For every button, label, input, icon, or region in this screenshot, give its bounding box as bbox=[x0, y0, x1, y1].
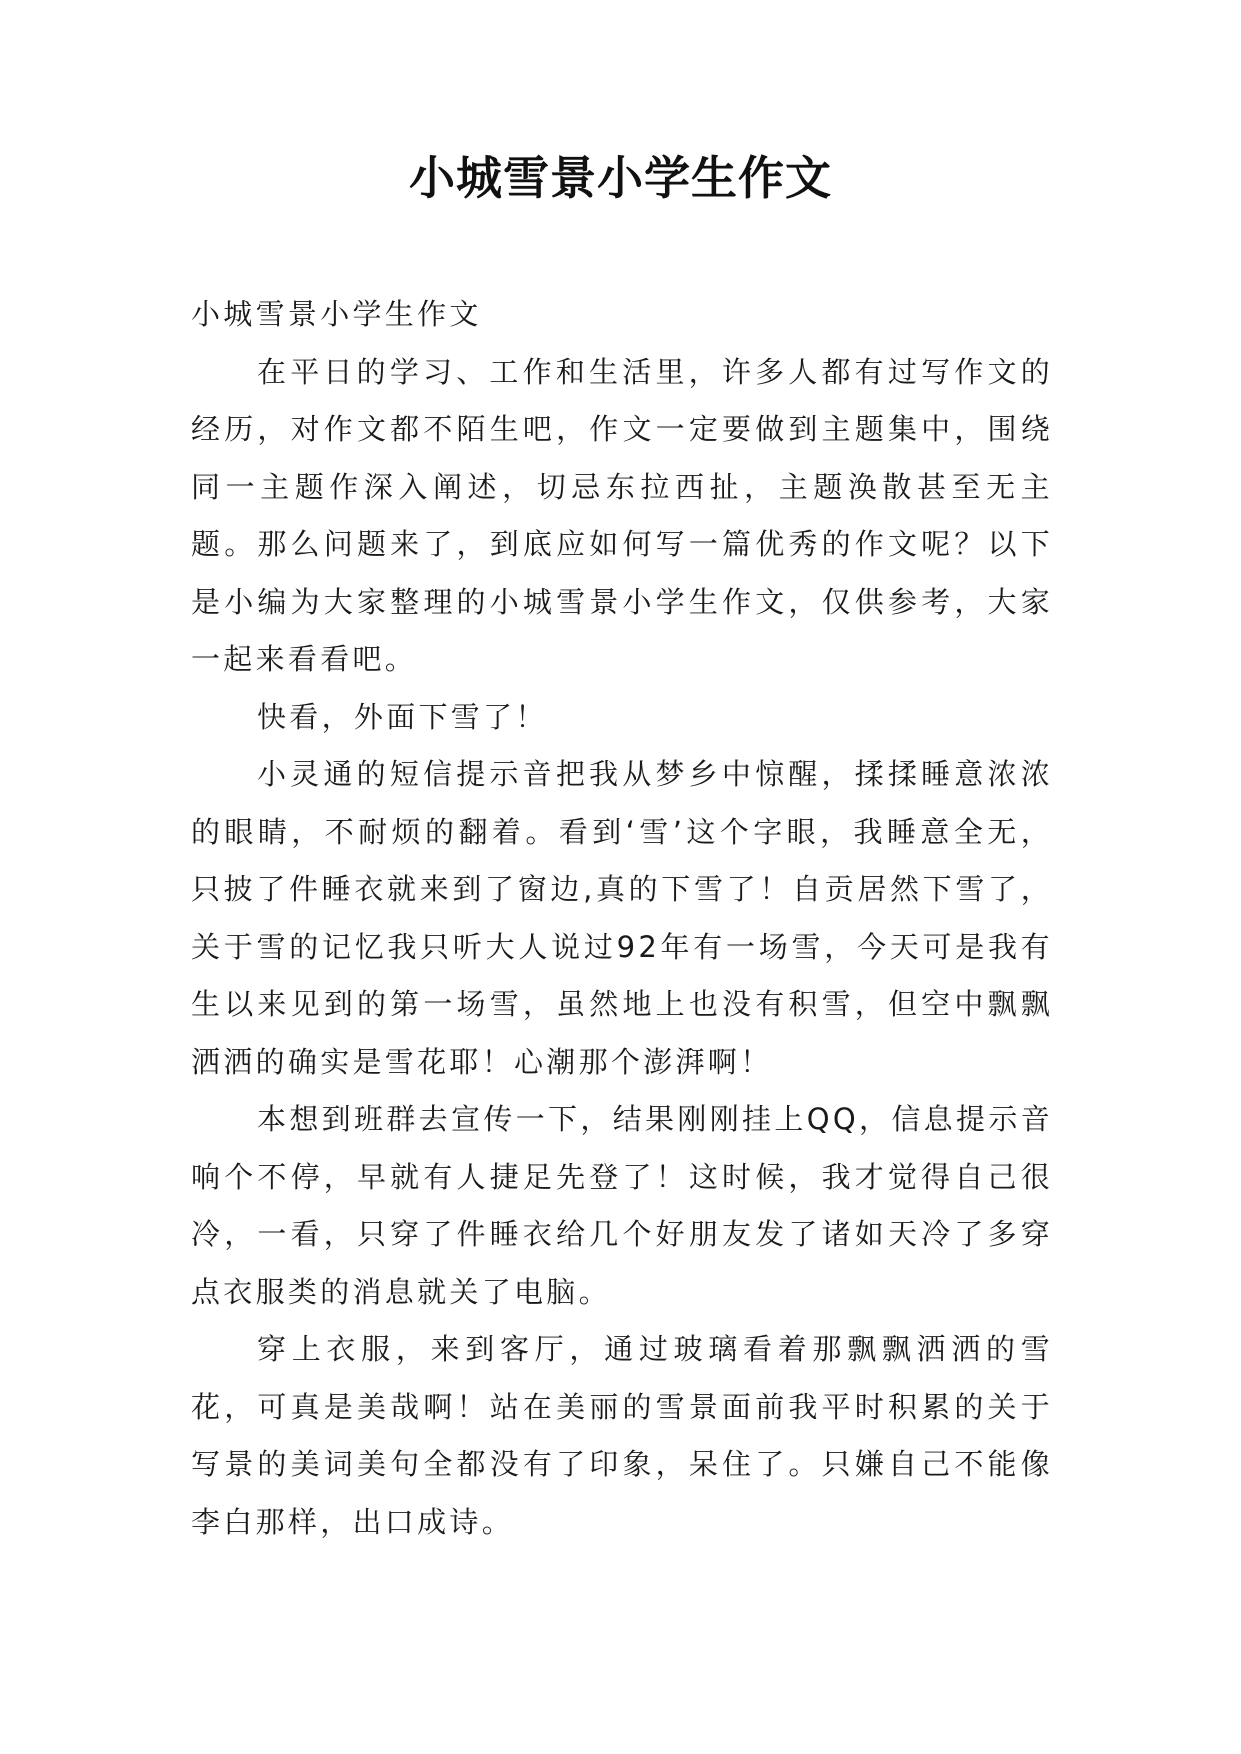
document-title: 小城雪景小学生作文 bbox=[409, 151, 832, 205]
body-paragraph-1: 快看，外面下雪了！ bbox=[257, 699, 548, 734]
body-paragraph-3: 本想到班群去宣传一下，结果刚刚挂上QQ，信息提示音响个不停，早就有人捷足先登了！这时候，我才觉得自己很冷，一看，只穿了件睡衣给几个好朋友发了诸如天冷了多穿点衣服类的消息就关了电脑。 bbox=[191, 1102, 1053, 1309]
body-paragraph-4: 穿上衣服，来到客厅，通过玻璃看着那飘飘洒洒的雪花，可真是美哉啊！站在美丽的雪景面前我平时积累的关于写景的美词美句全都没有了印象，呆住了。只嫌自己不能像李白那样，出口成诗。 bbox=[191, 1332, 1053, 1539]
subtitle-paragraph: 小城雪景小学生作文 bbox=[191, 297, 482, 331]
document-body bbox=[191, 286, 1053, 1551]
intro-paragraph: 在平日的学习、工作和生活里，许多人都有过写作文的经历，对作文都不陌生吧，作文一定要做到主题集中，围绕同一主题作深入阐述，切忌东拉西扯，主题涣散甚至无主题。那么问题来了，到底应如何写一篇优秀的作文呢？以下是小编为大家整理的小城雪景小学生作文，仅供参考，大家一起来看看吧。 bbox=[191, 354, 1053, 676]
body-paragraph-2: 小灵通的短信提示音把我从梦乡中惊醒，揉揉睡意浓浓的眼睛，不耐烦的翻着。看到‘雪’这个字眼，我睡意全无，只披了件睡衣就来到了窗边,真的下雪了！自贡居然下雪了，关于雪的记忆我只听大人说过92年有一场雪，今天可是我有生以来见到的第一场雪，虽然地上也没有积雪，但空中飘飘洒洒的确实是雪花耶！心潮那个澎湃啊！ bbox=[191, 757, 1053, 1079]
